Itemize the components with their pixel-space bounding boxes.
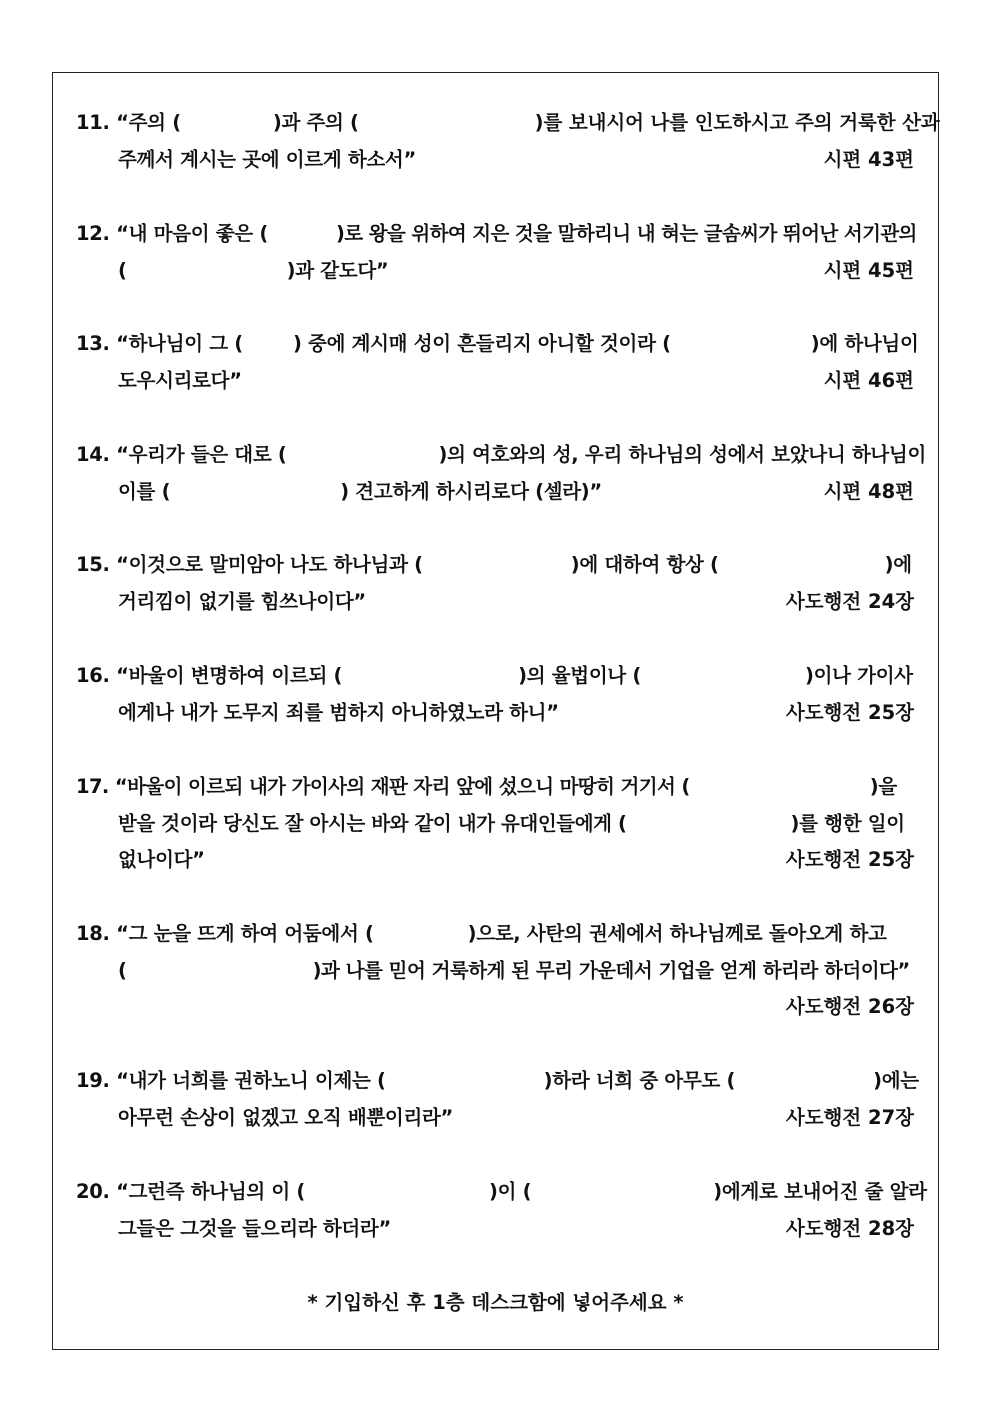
q13-text-c: )에 하나님이: [810, 332, 919, 355]
q16-text-c: )이나 가이사: [805, 664, 913, 687]
q19-text-a: 19. “내가 너희를 권하노니 이제는 (: [76, 1069, 386, 1092]
q17-text-d: )를 행한 일이: [790, 812, 905, 835]
q12-line1: [76, 219, 917, 249]
q17-text-a: 17. “바울이 이르되 내가 가이사의 재판 자리 앞에 섰으니 마땅히 거기서 (: [76, 775, 690, 798]
q12-text-a: 12. “내 마음이 좋은 (: [76, 222, 268, 245]
q13-text-a: 13. “하나님이 그 (: [76, 332, 243, 355]
q14-line1: [76, 440, 926, 470]
q17-reference: 사도행전 25장: [785, 848, 914, 871]
q11-line2: 주께서 계시는 곳에 이르게 하소서”: [118, 148, 416, 171]
q20-text-a: 20. “그런즉 하나님의 이 (: [76, 1180, 306, 1203]
q18-reference: 사도행전 26장: [785, 995, 914, 1018]
q16-text-b: )의 율법이나 (: [518, 664, 641, 687]
q20-reference: 사도행전 28장: [785, 1217, 914, 1240]
q14-text-a: 14. “우리가 들은 대로 (: [76, 443, 287, 466]
q16-reference: 사도행전 25장: [785, 701, 914, 724]
q17-text-b: )을: [869, 775, 897, 798]
q18-text-c: (: [118, 959, 127, 982]
q19-text-c: )에는: [873, 1069, 919, 1092]
q15-line1: [76, 550, 912, 580]
q15-text-c: )에: [884, 553, 912, 576]
q12-reference: 시편 45편: [823, 259, 914, 282]
q12-text-d: )과 같도다”: [286, 259, 389, 282]
q20-text-b: )이 (: [489, 1180, 532, 1203]
q15-text-b: )에 대하여 항상 (: [570, 553, 719, 576]
q17-line3: 없나이다”: [118, 848, 205, 871]
q13-reference: 시편 46편: [823, 369, 914, 392]
q18-line1: [76, 919, 887, 949]
q15-reference: 사도행전 24장: [785, 590, 914, 613]
q12-line2: [118, 256, 914, 286]
q20-line1: [76, 1177, 927, 1207]
q14-text-d: ) 견고하게 하시리로다 (셀라)”: [340, 480, 602, 503]
q15-text-a: 15. “이것으로 말미암아 나도 하나님과 (: [76, 553, 423, 576]
q18-line2: [118, 956, 914, 986]
q11-text-a: 11. “주의 (: [76, 111, 181, 134]
q11-reference: 시편 43편: [823, 148, 914, 171]
q18-text-b: )으로, 사탄의 권세에서 하나님께로 돌아오게 하고: [467, 922, 887, 945]
q19-text-b: )하라 너희 중 아무도 (: [543, 1069, 736, 1092]
q12-text-c: (: [118, 259, 127, 282]
q14-text-c: 이를 (: [118, 480, 171, 503]
q11-text-b: )과 주의 (: [272, 111, 359, 134]
q19-reference: 사도행전 27장: [785, 1106, 914, 1129]
q15-line2: 거리낌이 없기를 힘쓰나이다”: [118, 590, 366, 613]
q20-text-c: )에게로 보내어진 줄 알라: [713, 1180, 927, 1203]
q17-line2: [118, 809, 914, 839]
q19-line1: [76, 1066, 919, 1096]
q18-text-d: )과 나를 믿어 거룩하게 된 무리 가운데서 기업을 얻게 하리라 하더이다”: [312, 959, 910, 982]
q12-text-b: )로 왕을 위하여 지은 것을 말하리니 내 혀는 글솜씨가 뛰어난 서기관의: [335, 222, 917, 245]
q13-text-b: ) 중에 계시매 성이 흔들리지 아니할 것이라 (: [292, 332, 671, 355]
q17-text-c: 받을 것이라 당신도 잘 아시는 바와 같이 내가 유대인들에게 (: [118, 812, 627, 835]
q17-line1: [76, 772, 897, 802]
q16-text-a: 16. “바울이 변명하여 이르되 (: [76, 664, 343, 687]
q14-line2: [118, 477, 914, 507]
q13-line2: 도우시리로다”: [118, 369, 242, 392]
q11-text-c: )를 보내시어 나를 인도하시고 주의 거룩한 산과: [534, 111, 940, 134]
q14-reference: 시편 48편: [823, 480, 914, 503]
q13-line1: [76, 329, 919, 359]
q14-text-b: )의 여호와의 성, 우리 하나님의 성에서 보았나니 하나님이: [438, 443, 926, 466]
q20-line2: 그들은 그것을 들으리라 하더라”: [118, 1217, 391, 1240]
q11-line1: [76, 108, 940, 138]
q16-line1: [76, 661, 913, 691]
q18-text-a: 18. “그 눈을 뜨게 하여 어둠에서 (: [76, 922, 374, 945]
q16-line2: 에게나 내가 도무지 죄를 범하지 아니하였노라 하니”: [118, 701, 559, 724]
footer-note: * 기입하신 후 1층 데스크함에 넣어주세요 *: [307, 1291, 684, 1314]
q19-line2: 아무런 손상이 없겠고 오직 배뿐이리라”: [118, 1106, 454, 1129]
